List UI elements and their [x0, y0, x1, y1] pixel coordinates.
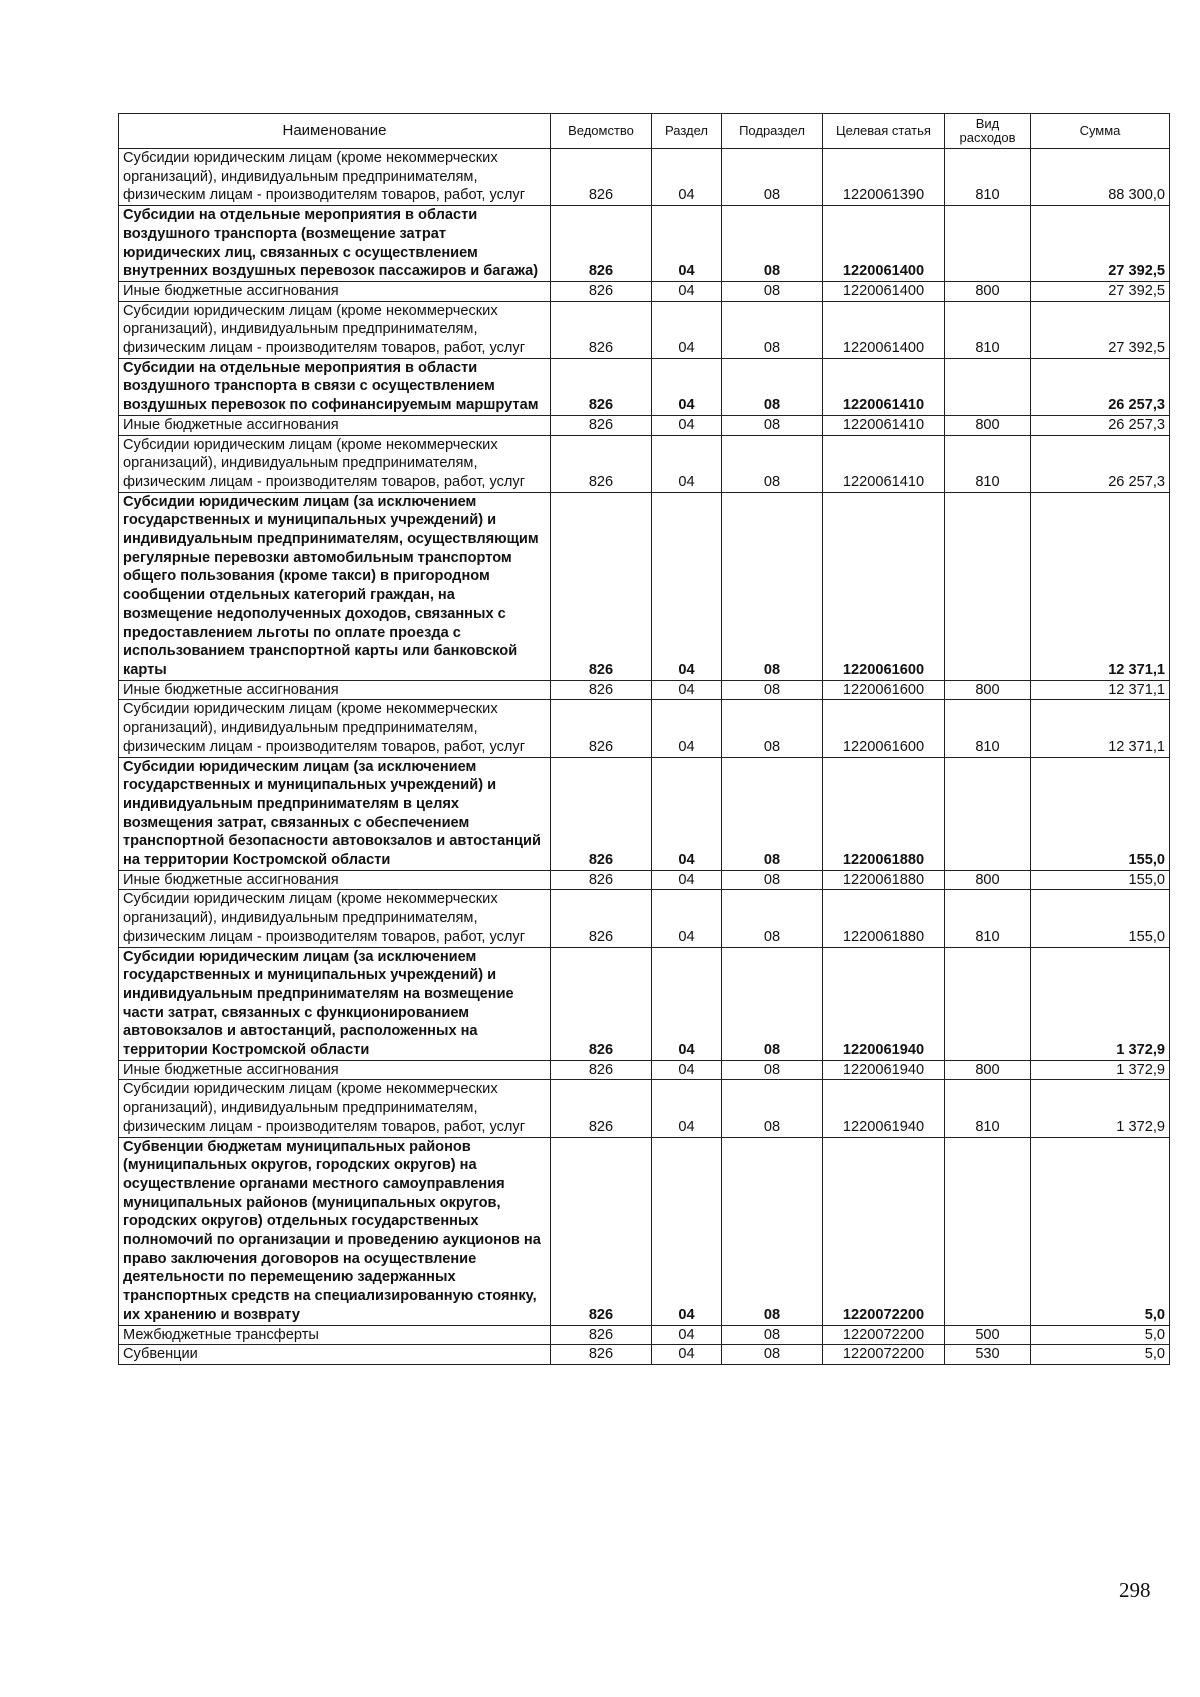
cell-subsection: 08: [722, 492, 823, 680]
table-row: [119, 1325, 1170, 1345]
table-row: [119, 206, 1170, 282]
cell-target-article: 1220061940: [823, 1060, 945, 1080]
cell-amount: 26 257,3: [1031, 415, 1170, 435]
cell-section: 04: [652, 415, 722, 435]
cell-target-article: 1220061400: [823, 281, 945, 301]
cell-department: 826: [551, 890, 652, 947]
cell-expense-type: [945, 1137, 1031, 1325]
cell-amount: 155,0: [1031, 890, 1170, 947]
header-department: Ведомство: [551, 114, 652, 149]
cell-target-article: 1220061880: [823, 870, 945, 890]
cell-amount: 5,0: [1031, 1345, 1170, 1365]
cell-subsection: 08: [722, 206, 823, 282]
cell-subsection: 08: [722, 890, 823, 947]
header-row: [119, 114, 1170, 149]
cell-name: Субсидии юридическим лицам (кроме некоммерческих организаций), индивидуальным предпринимателям, физическим лицам - производителям товаров, работ, услуг: [119, 149, 551, 206]
cell-expense-type: 800: [945, 870, 1031, 890]
cell-expense-type: 810: [945, 890, 1031, 947]
cell-amount: 26 257,3: [1031, 435, 1170, 492]
cell-name: Субвенции бюджетам муниципальных районов (муниципальных округов, городских округов) на осуществление органами местного самоуправления муниципальных районов (муниципальных округов, городских округов) отдельных государственных полномочий по организации и проведению аукционов на право заключения договоров на осуществление деятельности по перемещению задержанных транспортных средств на специализированную стоянку, их хранению и возврату: [119, 1137, 551, 1325]
cell-expense-type: 810: [945, 301, 1031, 358]
cell-amount: 12 371,1: [1031, 492, 1170, 680]
cell-section: 04: [652, 700, 722, 757]
cell-subsection: 08: [722, 680, 823, 700]
table-row: [119, 870, 1170, 890]
cell-amount: 26 257,3: [1031, 358, 1170, 415]
table-row: [119, 1080, 1170, 1137]
cell-subsection: 08: [722, 358, 823, 415]
cell-target-article: 1220061410: [823, 415, 945, 435]
cell-target-article: 1220072200: [823, 1325, 945, 1345]
cell-section: 04: [652, 1345, 722, 1365]
cell-expense-type: 810: [945, 149, 1031, 206]
cell-department: 826: [551, 757, 652, 870]
cell-section: 04: [652, 680, 722, 700]
cell-amount: 155,0: [1031, 870, 1170, 890]
cell-expense-type: 800: [945, 680, 1031, 700]
cell-department: 826: [551, 301, 652, 358]
table-row: [119, 415, 1170, 435]
cell-department: 826: [551, 1325, 652, 1345]
cell-department: 826: [551, 947, 652, 1060]
cell-name: Иные бюджетные ассигнования: [119, 870, 551, 890]
cell-amount: 5,0: [1031, 1137, 1170, 1325]
table-row: [119, 947, 1170, 1060]
cell-target-article: 1220072200: [823, 1345, 945, 1365]
cell-name: Субсидии юридическим лицам (кроме некоммерческих организаций), индивидуальным предпринимателям, физическим лицам - производителям товаров, работ, услуг: [119, 700, 551, 757]
cell-subsection: 08: [722, 301, 823, 358]
cell-department: 826: [551, 435, 652, 492]
cell-section: 04: [652, 757, 722, 870]
cell-section: 04: [652, 1137, 722, 1325]
cell-name: Субсидии юридическим лицам (за исключением государственных и муниципальных учреждений) и индивидуальным предпринимателям, осуществляющим регулярные перевозки автомобильным транспортом общего пользования (кроме такси) в пригородном сообщении отдельных категорий граждан, на возмещение недополученных доходов, связанных с предоставлением льготы по оплате проезда с использованием транспортной карты или банковской карты: [119, 492, 551, 680]
cell-section: 04: [652, 1325, 722, 1345]
header-amount: Сумма: [1031, 114, 1170, 149]
table-row: [119, 301, 1170, 358]
cell-name: Субсидии юридическим лицам (кроме некоммерческих организаций), индивидуальным предпринимателям, физическим лицам - производителям товаров, работ, услуг: [119, 301, 551, 358]
table-row: [119, 757, 1170, 870]
cell-subsection: 08: [722, 1080, 823, 1137]
cell-amount: 27 392,5: [1031, 301, 1170, 358]
cell-expense-type: 500: [945, 1325, 1031, 1345]
cell-section: 04: [652, 947, 722, 1060]
cell-department: 826: [551, 700, 652, 757]
header-subsection: Подраздел: [722, 114, 823, 149]
cell-department: 826: [551, 1345, 652, 1365]
cell-amount: 27 392,5: [1031, 206, 1170, 282]
cell-amount: 5,0: [1031, 1325, 1170, 1345]
cell-section: 04: [652, 206, 722, 282]
cell-expense-type: 810: [945, 1080, 1031, 1137]
cell-name: Субсидии на отдельные мероприятия в области воздушного транспорта (возмещение затрат юридических лиц, связанных с осуществлением внутренних воздушных перевозок пассажиров и багажа): [119, 206, 551, 282]
table-row: [119, 358, 1170, 415]
cell-target-article: 1220061410: [823, 358, 945, 415]
cell-section: 04: [652, 1060, 722, 1080]
cell-department: 826: [551, 1080, 652, 1137]
cell-target-article: 1220061940: [823, 947, 945, 1060]
cell-expense-type: [945, 492, 1031, 680]
cell-subsection: 08: [722, 435, 823, 492]
cell-subsection: 08: [722, 870, 823, 890]
cell-section: 04: [652, 301, 722, 358]
cell-subsection: 08: [722, 947, 823, 1060]
cell-name: Иные бюджетные ассигнования: [119, 415, 551, 435]
table-row: [119, 435, 1170, 492]
cell-name: Иные бюджетные ассигнования: [119, 281, 551, 301]
cell-name: Субсидии юридическим лицам (кроме некоммерческих организаций), индивидуальным предпринимателям, физическим лицам - производителям товаров, работ, услуг: [119, 435, 551, 492]
page-number: 298: [1119, 1578, 1151, 1602]
table-row: [119, 680, 1170, 700]
cell-target-article: 1220061400: [823, 301, 945, 358]
cell-expense-type: [945, 206, 1031, 282]
cell-name: Иные бюджетные ассигнования: [119, 680, 551, 700]
cell-name: Межбюджетные трансферты: [119, 1325, 551, 1345]
cell-department: 826: [551, 415, 652, 435]
cell-name: Субвенции: [119, 1345, 551, 1365]
cell-target-article: 1220061410: [823, 435, 945, 492]
cell-target-article: 1220061600: [823, 680, 945, 700]
cell-subsection: 08: [722, 1325, 823, 1345]
cell-section: 04: [652, 492, 722, 680]
cell-expense-type: [945, 947, 1031, 1060]
cell-amount: 12 371,1: [1031, 700, 1170, 757]
cell-name: Иные бюджетные ассигнования: [119, 1060, 551, 1080]
cell-amount: 12 371,1: [1031, 680, 1170, 700]
table-body: [119, 149, 1170, 1365]
cell-name: Субсидии юридическим лицам (за исключением государственных и муниципальных учреждений) и индивидуальным предпринимателям в целях возмещения затрат, связанных с обеспечением транспортной безопасности автовокзалов и автостанций на территории Костромской области: [119, 757, 551, 870]
cell-target-article: 1220061390: [823, 149, 945, 206]
cell-department: 826: [551, 281, 652, 301]
cell-target-article: 1220072200: [823, 1137, 945, 1325]
table-row: [119, 492, 1170, 680]
cell-department: 826: [551, 149, 652, 206]
table-row: [119, 281, 1170, 301]
cell-subsection: 08: [722, 1345, 823, 1365]
cell-target-article: 1220061880: [823, 757, 945, 870]
cell-section: 04: [652, 870, 722, 890]
cell-expense-type: 800: [945, 281, 1031, 301]
cell-subsection: 08: [722, 1137, 823, 1325]
table-row: [119, 149, 1170, 206]
cell-section: 04: [652, 435, 722, 492]
cell-name: Субсидии юридическим лицам (за исключением государственных и муниципальных учреждений) и индивидуальным предпринимателям на возмещение части затрат, связанных с функционированием автовокзалов и автостанций, расположенных на территории Костромской области: [119, 947, 551, 1060]
cell-amount: 88 300,0: [1031, 149, 1170, 206]
cell-target-article: 1220061880: [823, 890, 945, 947]
table-header: [119, 114, 1170, 149]
table-row: [119, 890, 1170, 947]
cell-amount: 1 372,9: [1031, 1080, 1170, 1137]
cell-amount: 1 372,9: [1031, 1060, 1170, 1080]
cell-name: Субсидии юридическим лицам (кроме некоммерческих организаций), индивидуальным предпринимателям, физическим лицам - производителям товаров, работ, услуг: [119, 1080, 551, 1137]
cell-amount: 155,0: [1031, 757, 1170, 870]
cell-expense-type: [945, 757, 1031, 870]
cell-expense-type: 800: [945, 415, 1031, 435]
cell-section: 04: [652, 890, 722, 947]
cell-department: 826: [551, 870, 652, 890]
cell-target-article: 1220061940: [823, 1080, 945, 1137]
cell-target-article: 1220061600: [823, 700, 945, 757]
cell-amount: 27 392,5: [1031, 281, 1170, 301]
cell-section: 04: [652, 1080, 722, 1137]
cell-expense-type: 800: [945, 1060, 1031, 1080]
header-section: Раздел: [652, 114, 722, 149]
table-row: [119, 1060, 1170, 1080]
cell-target-article: 1220061600: [823, 492, 945, 680]
cell-department: 826: [551, 1060, 652, 1080]
cell-name: Субсидии на отдельные мероприятия в области воздушного транспорта в связи с осуществлением воздушных перевозок по софинансируемым маршрутам: [119, 358, 551, 415]
budget-table: [118, 113, 1170, 1365]
cell-subsection: 08: [722, 700, 823, 757]
cell-subsection: 08: [722, 757, 823, 870]
cell-department: 826: [551, 492, 652, 680]
table-row: [119, 1345, 1170, 1365]
cell-amount: 1 372,9: [1031, 947, 1170, 1060]
cell-subsection: 08: [722, 149, 823, 206]
cell-name: Субсидии юридическим лицам (кроме некоммерческих организаций), индивидуальным предпринимателям, физическим лицам - производителям товаров, работ, услуг: [119, 890, 551, 947]
cell-target-article: 1220061400: [823, 206, 945, 282]
header-expense-type: Вид расходов: [945, 114, 1031, 149]
table-row: [119, 1137, 1170, 1325]
cell-section: 04: [652, 149, 722, 206]
cell-department: 826: [551, 1137, 652, 1325]
header-target-article: Целевая статья: [823, 114, 945, 149]
cell-subsection: 08: [722, 415, 823, 435]
cell-subsection: 08: [722, 281, 823, 301]
cell-expense-type: [945, 358, 1031, 415]
cell-subsection: 08: [722, 1060, 823, 1080]
table-row: [119, 700, 1170, 757]
cell-department: 826: [551, 680, 652, 700]
cell-department: 826: [551, 206, 652, 282]
header-name: Наименование: [119, 114, 551, 149]
cell-expense-type: 530: [945, 1345, 1031, 1365]
cell-department: 826: [551, 358, 652, 415]
cell-expense-type: 810: [945, 700, 1031, 757]
cell-expense-type: 810: [945, 435, 1031, 492]
cell-section: 04: [652, 358, 722, 415]
cell-section: 04: [652, 281, 722, 301]
